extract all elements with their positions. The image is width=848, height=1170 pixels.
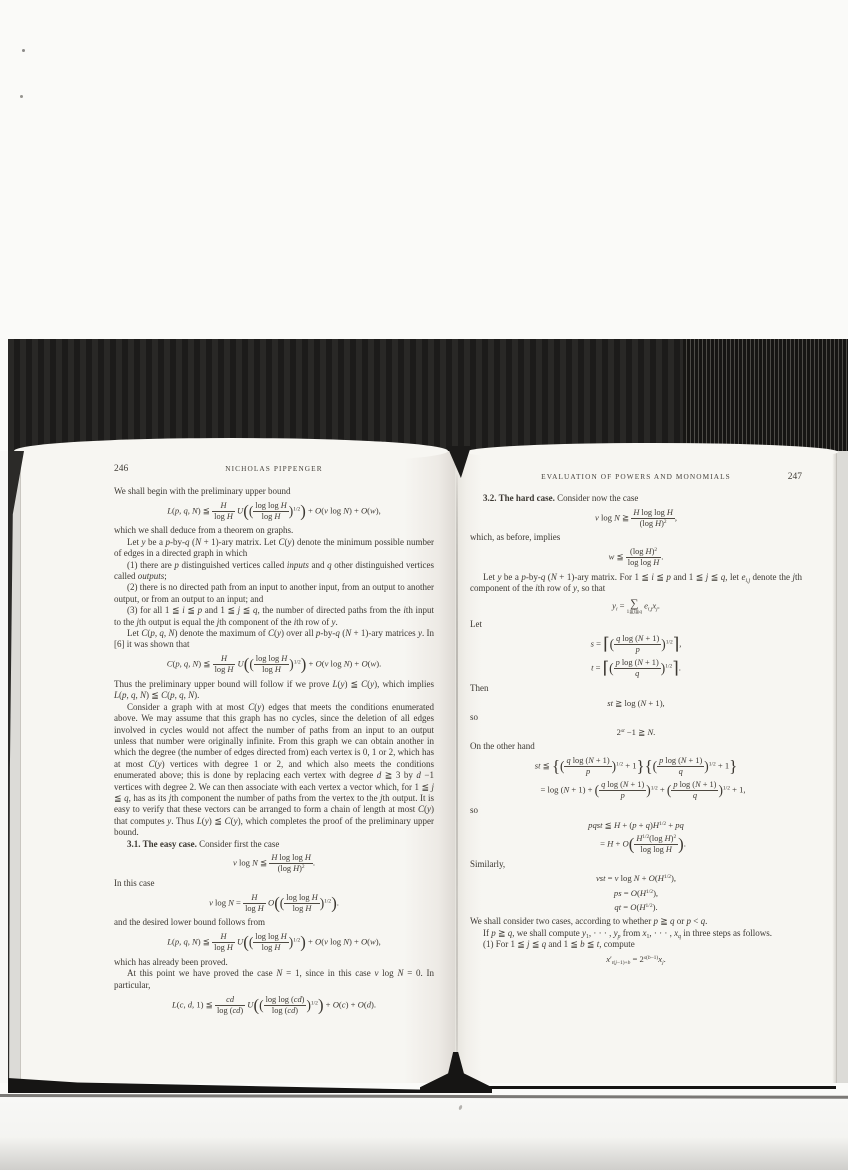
paragraph: Let C(p, q, N) denote the maximum of C(y) over all p-by-q (N + 1)-ary matrices y. In [6] it was shown that bbox=[114, 628, 435, 650]
paragraph: (1) For 1 ≦ j ≦ q and 1 ≦ b ≦ t, compute bbox=[483, 938, 635, 949]
book-bottom-shadow-right bbox=[486, 1086, 836, 1089]
paragraph: On the other hand bbox=[470, 740, 535, 751]
formula: $x'_{t(j-1)+b} = 2^{s(b-1)}x_j$. bbox=[606, 953, 666, 966]
formula: s = ⌈( $\frac{\text{q log (N + 1)}}{p}$ )$^{1/2}$⌉, bbox=[590, 633, 682, 654]
formula: v log N ≦ $\frac{\text{H log log H}}{(\log H)^2}$ . bbox=[232, 853, 316, 874]
formula: ps = $O(H^{1/2})$, bbox=[613, 887, 659, 898]
paragraph: Let y be a p-by-q (N + 1)-ary matrix. Let C(y) denote the minimum possible number of edges in a directed graph in which bbox=[114, 536, 434, 559]
formula: st ≧ log (N + 1), bbox=[607, 697, 665, 708]
page-top-curve-right bbox=[466, 443, 838, 461]
paragraph: (1) there are p distinguished vertices called inputs and q other distinguished vertices called outputs; bbox=[114, 559, 435, 582]
paragraph: At this point we have proved the case N = 1, since in this case v log N = 0. In particular, bbox=[114, 968, 435, 990]
section-heading: 3.1. The easy case. Consider first the case bbox=[127, 838, 280, 849]
running-head: NICHOLAS PIPPENGER bbox=[225, 464, 323, 473]
formula: w ≦ $\frac{(\log H)^2}{\text{log log H}}$ . bbox=[608, 547, 664, 568]
paragraph: Similarly, bbox=[470, 858, 506, 869]
formula: L(p, q, N) ≦ $\frac{H}{\text{log H}}$ U(( $\frac{\text{log log H}}{\text{log H}}$ )$^{1/2}$) + O(v log N) + O(w), bbox=[167, 932, 381, 953]
running-head: EVALUATION OF POWERS AND MONOMIALS bbox=[541, 472, 731, 481]
paragraph: Then bbox=[470, 682, 489, 693]
formula: v log N = $\frac{H}{\text{log H}}$ O(( $\frac{\text{log log H}}{\text{log H}}$ )$^{1/2}$). bbox=[209, 892, 339, 913]
paragraph: which, as before, implies bbox=[470, 532, 561, 543]
paragraph: (3) for all 1 ≦ i ≦ p and 1 ≦ j ≦ q, the number of directed paths from the ith input to the jth output is equal the jth component of the ith row of y. bbox=[114, 605, 434, 627]
page-number: 247 bbox=[787, 472, 802, 482]
paragraph: so bbox=[470, 804, 479, 815]
formula: pqst ≦ $H + (p + q)H^{1/2}$ + pq bbox=[588, 819, 684, 830]
formula: 2st −1 ≧ N. bbox=[616, 726, 656, 737]
formula: v log N ≧ $\frac{\text{H log log H}}{(\log H)^2}$ , bbox=[594, 507, 678, 528]
paragraph: We shall consider two cases, according to whether p ≧ q or p < q. bbox=[470, 916, 708, 927]
scan-speck bbox=[22, 49, 25, 52]
page-number: 246 bbox=[114, 464, 129, 474]
formula: $y_i$ = ∑ 1≦j≦q $e_{i,j}x_j$. bbox=[612, 597, 660, 616]
page-edge-stripes bbox=[683, 339, 848, 451]
paragraph: Thus the preliminary upper bound will follow if we prove L(y) ≦ C(y), which implies L(p, q, N) ≦ C(p, q, N). bbox=[114, 678, 434, 701]
page-246-text bbox=[114, 486, 434, 1016]
paragraph: (2) there is no directed path from an input to another input, from an output to another output, or from an output to an input; and bbox=[114, 582, 434, 604]
scan-left-margin bbox=[0, 451, 8, 1083]
paragraph: Let y be a p-by-q (N + 1)-ary matrix. For 1 ≦ i ≦ p and 1 ≦ j ≦ q, let $e_{i,j}$ denote the jth component of the ith row of y, so that bbox=[470, 571, 802, 594]
page-247-text bbox=[470, 493, 802, 965]
formula: C(p, q, N) ≦ $\frac{H}{\text{log H}}$ U(( $\frac{\text{log log H}}{\text{log H}}$ )$^{1/2}$) + O(v log N) + O(w). bbox=[166, 654, 382, 675]
page-246 bbox=[20, 451, 456, 1083]
spine-gutter-line bbox=[456, 474, 458, 1074]
page-246-header bbox=[114, 464, 434, 474]
paragraph: Consider a graph with at most C(y) edges that meets the conditions enumerated above. We may assume that this graph has no cycles, since the deletion of all edges involved in cycles would not affect the number of paths from an input to an output unless that number were originally infinite. From this graph we can obtain another in which the degree (the number of edges directed from) each vertex is 0, 1 or 2, which has at most C(y) vertices with degree 1 or 2, and which also meets the conditions enumerated above; this is done by replacing each vertex with degree d ≧ 3 by d −1 vertices with degree 2. We can then associate with each vertex a vector which, for 1 ≦ j ≦ q, has as its jth component the number of paths from the vertex to the jth output. It is easy to verify that these vectors can be arranged to form a chain of length at most C(y) that computes y. Thus L(y) ≦ C(y), which completes the proof of the preliminary upper bound. bbox=[114, 701, 435, 838]
formula: st ≦ {( $\frac{\text{q log (N + 1)}}{p}$ )$^{1/2}$ + 1}{( $\frac{\text{p log (N + 1)}}{q}$ )$^{1/2}$ + 1} bbox=[534, 755, 738, 776]
page-247 bbox=[455, 451, 837, 1083]
paragraph: In this case bbox=[114, 877, 155, 888]
paragraph: which has already been proved. bbox=[114, 956, 228, 967]
book-top-dark-band bbox=[8, 339, 848, 451]
paragraph: and the desired lower bound follows from bbox=[114, 917, 265, 928]
page-top-curve-left bbox=[14, 438, 448, 464]
formula: = log (N + 1) + ( $\frac{\text{q log (N + 1)}}{p}$ )$^{1/2}$ + ( $\frac{\text{p log (N + 1)}}{q}$ )$^{1/2}$ + 1, bbox=[540, 780, 746, 801]
page-247-header bbox=[470, 472, 802, 482]
formula: = H + O( $\frac{H^{1/2}(\log H)^2}{\text{log log H}}$ ). bbox=[600, 834, 686, 855]
formula: t = ⌈( $\frac{\text{p log (N + 1)}}{q}$ )$^{1/2}$⌉. bbox=[591, 658, 681, 679]
paragraph: We shall begin with the preliminary upper bound bbox=[114, 486, 291, 496]
paragraph: If p ≧ q, we shall compute $y_1$, · · · , $y_p$ from $x_1$, · · · , $x_q$ in three steps as follows. bbox=[483, 927, 773, 940]
paragraph: so bbox=[470, 711, 479, 722]
formula: qt = $O(H^{1/2})$. bbox=[614, 901, 658, 912]
scan-bottom-strip bbox=[0, 1097, 848, 1170]
paragraph: which we shall deduce from a theorem on graphs. bbox=[114, 525, 294, 536]
formula: L(p, q, N) ≦ $\frac{H}{\text{log H}}$ U(( $\frac{\text{log log H}}{\text{log H}}$ )$^{1/2}$) + O(v log N) + O(w), bbox=[167, 500, 381, 521]
formula: vst = v $\log N + O(H^{1/2})$, bbox=[595, 873, 677, 884]
section-heading: 3.2. The hard case. Consider now the case bbox=[483, 493, 639, 503]
formula: L(c, d, 1) ≦ $\frac{cd}{\log (cd)}$ U(( $\frac{\text{log log (cd)}}{\log (cd)}$ )$^{1/2}$) + O(c) + O(d). bbox=[171, 994, 377, 1015]
paragraph: Let bbox=[470, 618, 482, 629]
scan-speck bbox=[20, 95, 23, 98]
